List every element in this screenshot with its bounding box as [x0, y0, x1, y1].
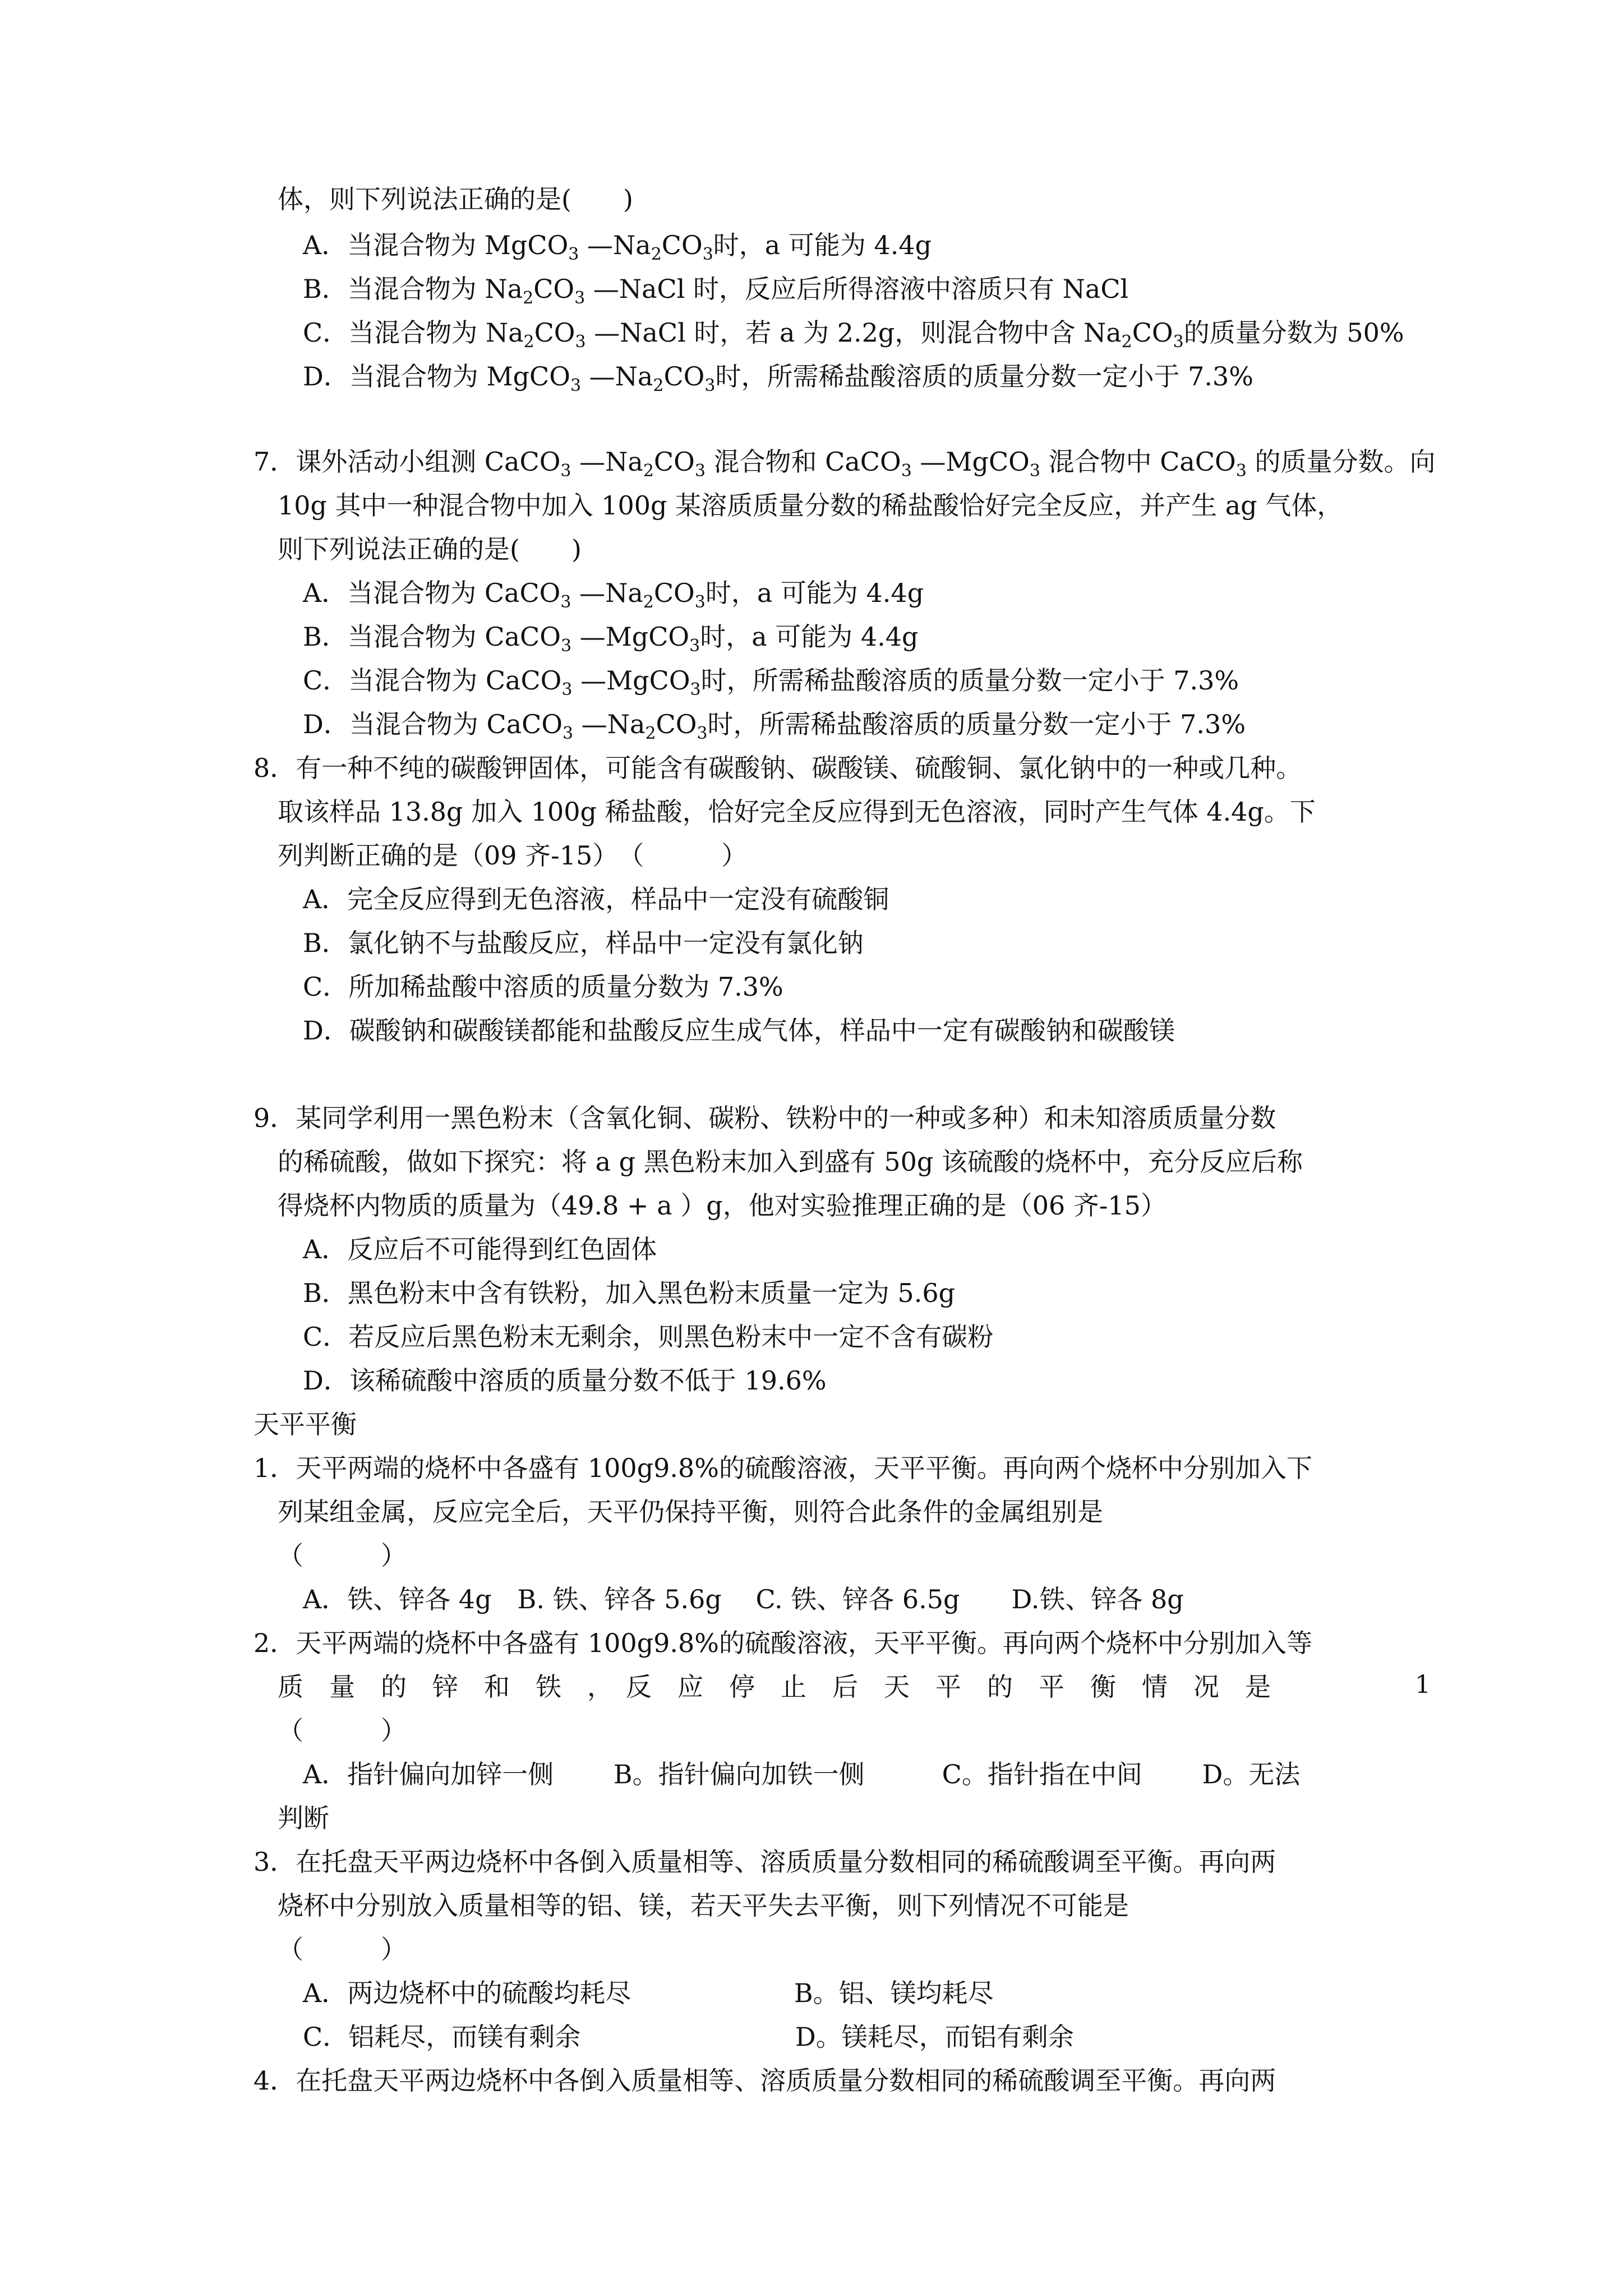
- text-segment: B．黑色粉末中含有铁粉，加入黑色粉末质量一定为 5.6g: [303, 1278, 956, 1308]
- text-line: [303, 272, 1128, 306]
- text-line: [278, 1670, 1271, 1704]
- text-line: [253, 1845, 1276, 1879]
- text-line: [303, 316, 1404, 352]
- text-segment: 时，a 可能为 4.4g: [700, 622, 919, 652]
- text-segment: B．当混合物为 CaCO: [303, 622, 561, 652]
- text-line: [303, 707, 1246, 741]
- text-segment: CO: [653, 578, 695, 608]
- text-line: [303, 1364, 827, 1397]
- text-segment: CO: [661, 230, 703, 260]
- text-line: [303, 1232, 657, 1266]
- subscript: 3: [1029, 461, 1040, 481]
- subscript: 3: [1235, 461, 1247, 481]
- subscript: 2: [645, 724, 656, 743]
- text-line: [303, 620, 919, 654]
- text-segment: —Na: [571, 447, 643, 477]
- subscript: 3: [690, 680, 701, 700]
- text-segment: 天平平衡: [253, 1409, 357, 1439]
- text-segment: —Na: [573, 709, 645, 739]
- text-segment: 则下列说法正确的是( ): [278, 534, 582, 564]
- text-line: [303, 970, 783, 1004]
- subscript: 2: [651, 245, 662, 264]
- text-segment: 判断: [278, 1803, 329, 1833]
- text-segment: 时，所需稀盐酸溶质的质量分数一定小于 7.3%: [707, 709, 1246, 739]
- text-segment: B．当混合物为 Na: [303, 274, 523, 304]
- text-line: [278, 1932, 407, 1966]
- text-segment: B．氯化钠不与盐酸反应，样品中一定没有氯化钠: [303, 928, 864, 958]
- text-segment: 时，所需稀盐酸溶质的质量分数一定小于 7.3%: [700, 665, 1239, 696]
- text-segment: —Na: [581, 361, 653, 392]
- text-line: [303, 926, 864, 960]
- subscript: 3: [560, 461, 571, 481]
- text-segment: A．反应后不可能得到红色固体: [303, 1234, 657, 1264]
- text-segment: C．当混合物为 CaCO: [303, 665, 562, 696]
- text-segment: CO: [653, 447, 695, 477]
- text-line: [278, 1189, 1166, 1222]
- text-segment: 8．有一种不纯的碳酸钾固体，可能含有碳酸钠、碳酸镁、硫酸铜、氯化钠中的一种或几种。: [253, 753, 1302, 783]
- text-segment: 取该样品 13.8g 加入 100g 稀盐酸，恰好完全反应得到无色溶液，同时产生气体 4.4g。下: [278, 797, 1316, 827]
- subscript: 3: [560, 592, 571, 612]
- text-segment: 混合物中 CaCO: [1040, 447, 1236, 477]
- text-segment: CO: [1132, 318, 1173, 348]
- text-segment: CO: [656, 709, 697, 739]
- text-segment: —Na: [571, 578, 643, 608]
- text-segment: 4．在托盘天平两边烧杯中各倒入质量相等、溶质质量分数相同的稀硫酸调至平衡。再向两: [253, 2065, 1276, 2096]
- text-line: [253, 1626, 1312, 1660]
- text-line: [278, 1145, 1303, 1179]
- text-line: [253, 1407, 357, 1441]
- text-line: [253, 751, 1302, 785]
- text-segment: C．铝耗尽，而镁有剩余 D。镁耗尽，而铝有剩余: [303, 2022, 1074, 2052]
- text-line: [303, 664, 1239, 700]
- text-segment: 7．课外活动小组测 CaCO: [253, 447, 561, 477]
- text-segment: 9．某同学利用一黑色粉末（含氧化铜、碳粉、铁粉中的一种或多种）和未知溶质质量分数: [253, 1103, 1276, 1133]
- text-segment: 烧杯中分别放入质量相等的铝、镁，若天平失去平衡，则下列情况不可能是: [278, 1890, 1129, 1921]
- text-line: [278, 795, 1316, 829]
- text-segment: 时，a 可能为 4.4g: [713, 230, 932, 260]
- subscript: 3: [574, 288, 585, 308]
- text-line: [303, 1014, 1175, 1047]
- text-segment: D．当混合物为 CaCO: [303, 709, 563, 739]
- page-number: 1: [1415, 1671, 1431, 1699]
- subscript: 3: [901, 461, 912, 481]
- text-segment: D．当混合物为 MgCO: [303, 361, 570, 392]
- subscript: 3: [697, 724, 708, 743]
- subscript: 3: [694, 461, 706, 481]
- text-segment: C．所加稀盐酸中溶质的质量分数为 7.3%: [303, 972, 783, 1002]
- text-segment: 时，所需稀盐酸溶质的质量分数一定小于 7.3%: [715, 361, 1253, 392]
- text-segment: 2．天平两端的烧杯中各盛有 100g9.8%的硫酸溶液，天平平衡。再向两个烧杯中分别加入等: [253, 1628, 1312, 1658]
- text-segment: —MgCO: [911, 447, 1030, 477]
- subscript: 2: [523, 288, 534, 308]
- subscript: 3: [702, 245, 713, 264]
- subscript: 3: [694, 592, 706, 612]
- subscript: 3: [560, 636, 572, 656]
- text-line: [278, 1495, 1103, 1529]
- text-line: [303, 360, 1253, 393]
- text-line: [278, 1801, 329, 1835]
- text-segment: 的质量分数。向: [1246, 447, 1436, 477]
- text-segment: A．指针偏向加锌一侧 B。指针偏向加铁一侧 C。指针指在中间 D。无法: [303, 1759, 1301, 1789]
- text-segment: A．铁、锌各 4g B. 铁、锌各 5.6g C. 铁、锌各 6.5g D.铁、锌各 8g: [303, 1584, 1184, 1614]
- text-line: [303, 882, 889, 916]
- subscript: 3: [689, 636, 700, 656]
- subscript: 3: [704, 376, 716, 395]
- text-segment: CO: [663, 361, 705, 392]
- text-segment: C．当混合物为 Na: [303, 318, 524, 348]
- text-line: [303, 2020, 1074, 2054]
- text-segment: 质 量 的 锌 和 铁 ， 反 应 停 止 后 天 平 的 平 衡 情 况 是: [278, 1672, 1271, 1702]
- text-segment: 的稀硫酸，做如下探究：将 a g 黑色粉末加入到盛有 50g 该硫酸的烧杯中，充分反应后称: [278, 1147, 1303, 1177]
- text-line: [278, 1539, 407, 1572]
- text-segment: 列某组金属，反应完全后，天平仍保持平衡，则符合此条件的金属组别是: [278, 1497, 1103, 1527]
- text-segment: —MgCO: [571, 622, 690, 652]
- subscript: 2: [1121, 332, 1132, 352]
- text-segment: —Na: [579, 230, 651, 260]
- text-segment: 的质量分数为 50%: [1183, 318, 1404, 348]
- subscript: 2: [643, 461, 654, 481]
- text-segment: C．若反应后黑色粉末无剩余，则黑色粉末中一定不含有碳粉: [303, 1322, 994, 1352]
- text-segment: —NaCl 时，若 a 为 2.2g，则混合物中含 Na: [585, 318, 1122, 348]
- subscript: 3: [570, 376, 582, 395]
- text-segment: （ ）: [278, 1715, 407, 1746]
- subscript: 2: [653, 376, 664, 395]
- subscript: 3: [1173, 332, 1184, 352]
- text-segment: 10g 其中一种混合物中加入 100g 某溶质质量分数的稀盐酸恰好完全反应，并产生 ag 气体，: [278, 490, 1343, 521]
- subscript: 3: [568, 245, 579, 264]
- text-segment: A．两边烧杯中的硫酸均耗尽 B。铝、镁均耗尽: [303, 1978, 994, 2008]
- text-line: [303, 1276, 955, 1310]
- text-line: [303, 228, 932, 262]
- text-segment: A．当混合物为 MgCO: [303, 230, 569, 260]
- text-line: [278, 489, 1343, 522]
- text-line: [253, 445, 1436, 481]
- text-segment: 混合物和 CaCO: [705, 447, 901, 477]
- text-segment: CO: [533, 274, 575, 304]
- text-line: [253, 1451, 1312, 1485]
- text-segment: CO: [534, 318, 575, 348]
- text-segment: —MgCO: [572, 665, 690, 696]
- text-line: [303, 1976, 994, 2010]
- text-line: [303, 576, 924, 610]
- text-segment: 得烧杯内物质的质量为（49.8 + a ）g，他对实验推理正确的是（06 齐-15）: [278, 1190, 1166, 1221]
- text-line: [253, 1101, 1276, 1135]
- text-segment: —NaCl 时，反应后所得溶液中溶质只有 NaCl: [585, 274, 1129, 304]
- text-line: [278, 839, 747, 872]
- subscript: 3: [575, 332, 586, 352]
- text-segment: （ ）: [278, 1540, 407, 1571]
- text-segment: 1．天平两端的烧杯中各盛有 100g9.8%的硫酸溶液，天平平衡。再向两个烧杯中分别加入下: [253, 1453, 1312, 1483]
- text-line: [278, 182, 633, 216]
- text-segment: 列判断正确的是（09 齐-15） （ ）: [278, 840, 748, 871]
- subscript: 3: [562, 724, 574, 743]
- text-segment: 体，则下列说法正确的是( ): [278, 184, 633, 214]
- text-line: [278, 532, 582, 566]
- text-line: [278, 1889, 1129, 1922]
- text-segment: （ ）: [278, 1934, 407, 1964]
- text-line: [278, 1714, 407, 1747]
- text-segment: 3．在托盘天平两边烧杯中各倒入质量相等、溶质质量分数相同的稀硫酸调至平衡。再向两: [253, 1847, 1276, 1877]
- text-segment: A．完全反应得到无色溶液，样品中一定没有硫酸铜: [303, 884, 889, 914]
- text-segment: 时，a 可能为 4.4g: [705, 578, 924, 608]
- text-line: [303, 1320, 993, 1354]
- subscript: 2: [643, 592, 654, 612]
- subscript: 3: [561, 680, 573, 700]
- text-line: [253, 2064, 1276, 2097]
- subscript: 2: [523, 332, 534, 352]
- text-segment: A．当混合物为 CaCO: [303, 578, 561, 608]
- text-segment: D．该稀硫酸中溶质的质量分数不低于 19.6%: [303, 1365, 827, 1396]
- text-line: [303, 1582, 1184, 1616]
- text-segment: D．碳酸钠和碳酸镁都能和盐酸反应生成气体，样品中一定有碳酸钠和碳酸镁: [303, 1015, 1175, 1046]
- text-line: [303, 1757, 1300, 1791]
